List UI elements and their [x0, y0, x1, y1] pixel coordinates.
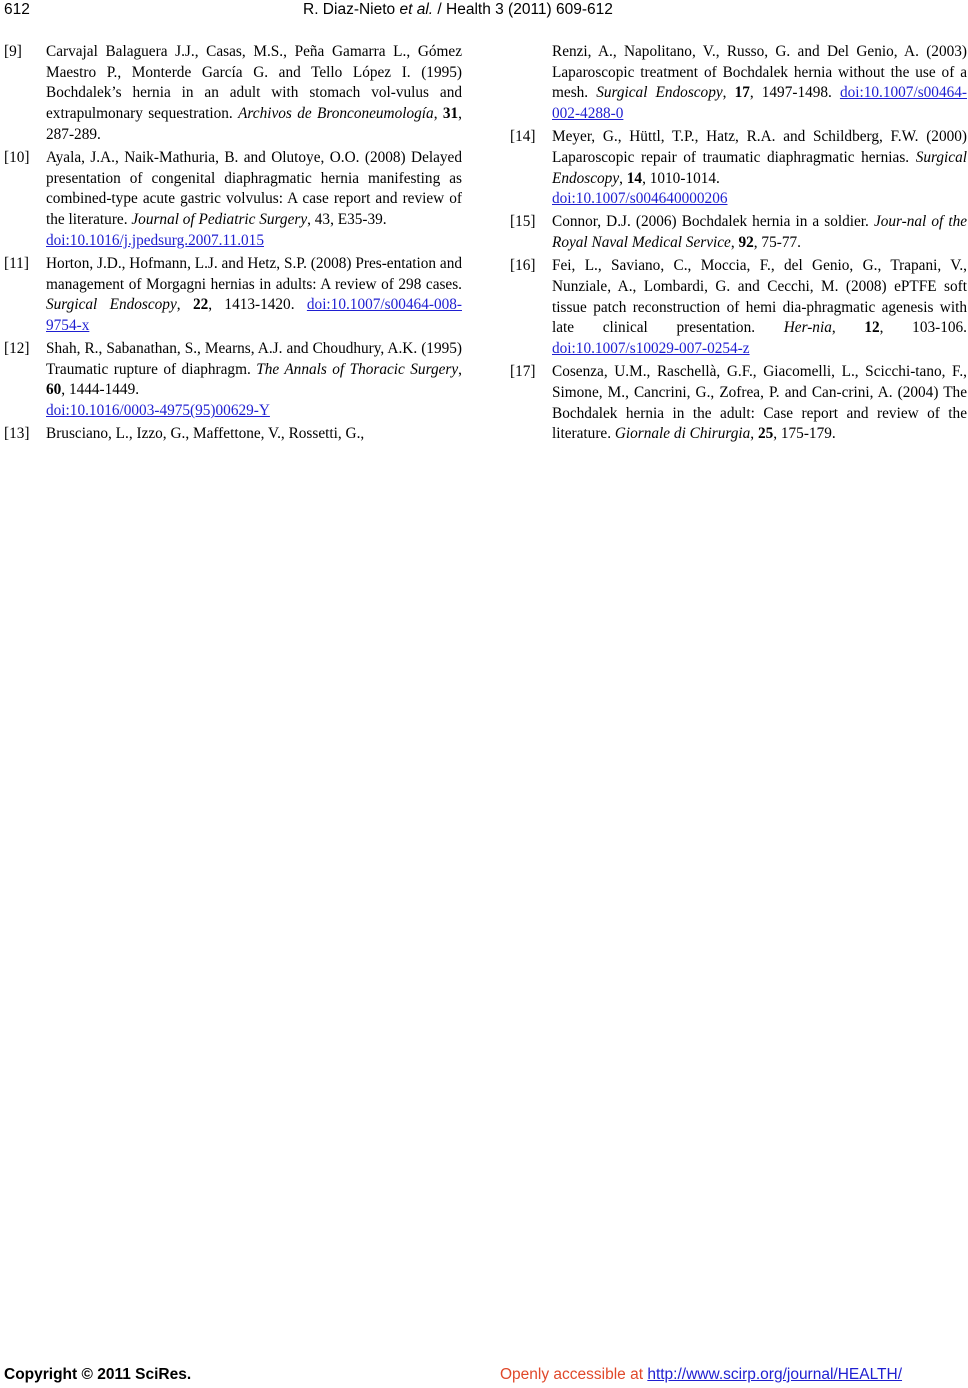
reference-journal: Giornale di Chirurgia: [614, 425, 751, 443]
reference-separator: ,: [307, 211, 315, 229]
reference-pages: , 175-179.: [773, 425, 836, 443]
reference-number: [13]: [4, 425, 30, 443]
page-number: 612: [4, 1, 30, 18]
reference-pages: , 1497-1498.: [749, 84, 840, 102]
references-right-list: [510, 127, 967, 445]
reference-pages: 43, E35-39.: [314, 211, 387, 229]
running-title: [303, 1, 613, 19]
reference-text: [46, 254, 462, 337]
reference-doi-link[interactable]: doi:10.1007/s10029-007-0254-z: [552, 340, 750, 358]
reference-authors: Shah, R., Sabanathan, S., Mearns, A.J. and Choudhury, A.K. (1995) Traumatic rupture of diaphragm.: [46, 340, 462, 378]
reference-authors: Renzi, A., Napolitano, V., Russo, G. and Del Genio, A. (2003) Laparoscopic treatment of Bochdalek hernia without the use of a mesh.: [552, 43, 967, 102]
reference-separator: ,: [750, 425, 758, 443]
reference-volume: 22: [192, 296, 209, 314]
reference-text: [552, 256, 967, 360]
running-title-journal: / Health 3 (2011) 609-612: [433, 1, 613, 18]
reference-item: [4, 42, 462, 146]
reference-item: [4, 254, 462, 337]
reference-doi-link[interactable]: doi:10.1016/0003-4975(95)00629-Y: [46, 402, 270, 420]
reference-authors: Carvajal Balaguera J.J., Casas, M.S., Peña Gamarra L., Gómez Maestro P., Monterde García G. and Tello López I. (1995) Bochdalek’s hernia in an adult with stomach vol-vulus and extrapulmonary sequestration.: [46, 43, 462, 123]
reference-item: [510, 362, 967, 445]
reference-journal: Surgical Endoscopy: [596, 84, 723, 102]
copyright-notice: Copyright © 2011 SciRes.: [4, 1366, 192, 1383]
reference-authors: Connor, D.J. (2006) Bochdalek hernia in a soldier.: [552, 213, 874, 231]
reference-text: [46, 339, 462, 422]
reference-text: [552, 127, 967, 210]
reference-text: [46, 148, 462, 252]
reference-text: [46, 42, 462, 146]
running-title-authors: R. Diaz-Nieto: [303, 1, 396, 18]
reference-doi-link[interactable]: doi:10.1007/s00464-002-4288-0: [552, 84, 967, 123]
reference-separator: ,: [730, 234, 739, 252]
reference-item: [4, 424, 462, 445]
reference-volume: 17: [734, 84, 750, 102]
reference-number: [15]: [510, 213, 536, 231]
reference-authors: Meyer, G., Hüttl, T.P., Hatz, R.A. and Schildberg, F.W. (2000) Laparoscopic repair of traumatic diaphragmatic hernias.: [552, 128, 967, 166]
reference-separator: ,: [176, 296, 193, 314]
page-footer: [0, 1366, 968, 1388]
reference-authors: Cosenza, U.M., Raschellà, G.F., Giacomelli, L., Scicchi-tano, F., Simone, M., Cancrini, G., Zofrea, P. and Can-crini, A. (2004) The Bochdalek hernia in the adult: Case report and review of the literature.: [552, 363, 967, 443]
reference-journal: Journal of Pediatric Surgery: [131, 211, 308, 229]
running-head: [0, 0, 968, 22]
reference-authors: Horton, J.D., Hofmann, L.J. and Hetz, S.P. (2008) Pres-entation and management of Morgagni hernias in adults: A review of 298 cases.: [46, 254, 462, 293]
reference-separator: ,: [722, 84, 735, 102]
reference-volume: 25: [757, 425, 774, 443]
reference-item: [510, 256, 967, 360]
reference-pages: , 1444-1449.: [61, 381, 140, 399]
reference-pages: , 103-106.: [879, 319, 967, 337]
reference-journal: The Annals of Thoracic Surgery: [256, 360, 459, 378]
reference-volume: 60: [46, 381, 62, 399]
open-access-label: Openly accessible at: [500, 1366, 648, 1383]
reference-separator: ,: [831, 319, 865, 337]
reference-volume: 92: [738, 234, 754, 252]
reference-item: [4, 339, 462, 422]
reference-number: [12]: [4, 340, 30, 358]
reference-journal: Her-nia: [783, 319, 832, 337]
reference-journal: Archivos de Bronconeumología: [238, 105, 434, 123]
reference-volume: 14: [626, 169, 643, 187]
reference-item: [510, 127, 967, 210]
reference-authors: Fei, L., Saviano, C., Moccia, F., del Genio, G., Trapani, V., Nunziale, A., Lombardi, G. and Cecchi, M. (2008) ePTFE soft tissue patch reconstruction of hemi dia-phragmatic agenesis with late clinical presentation.: [552, 257, 967, 337]
reference-number: [14]: [510, 128, 536, 146]
reference-doi-link[interactable]: doi:10.1007/s00464-008-9754-x: [46, 296, 462, 334]
reference-number: [16]: [510, 257, 536, 275]
reference-authors: Brusciano, L., Izzo, G., Maffettone, V., Rossetti, G.,: [46, 425, 365, 443]
reference-separator: ,: [619, 169, 627, 187]
reference-doi-link[interactable]: doi:10.1016/j.jpedsurg.2007.11.015: [46, 231, 264, 249]
reference-number: [17]: [510, 363, 536, 381]
reference-separator: ,: [433, 105, 443, 123]
open-access-notice: [500, 1366, 902, 1384]
reference-item: [4, 148, 462, 252]
reference-volume: 12: [864, 319, 880, 337]
reference-text: [552, 362, 967, 445]
reference-continuation: [510, 42, 967, 125]
reference-volume: 31: [442, 105, 459, 123]
reference-pages: , 1413-1420.: [208, 296, 307, 314]
reference-authors: Ayala, J.A., Naik-Mathuria, B. and Olutoye, O.O. (2008) Delayed presentation of congenital diaphragmatic hernia manifesting as combined-type acute gastric volvulus: A case report and review of the literature.: [46, 148, 462, 229]
reference-doi-link[interactable]: doi:10.1007/s004640000206: [552, 190, 728, 208]
reference-item: [510, 212, 967, 253]
reference-journal: Surgical Endoscopy: [46, 296, 177, 314]
reference-number: [10]: [4, 148, 30, 166]
running-title-etal: et al.: [399, 1, 434, 18]
reference-text: [46, 424, 462, 445]
reference-separator: ,: [458, 360, 462, 378]
reference-journal: Surgical Endoscopy: [552, 148, 967, 187]
reference-text: [552, 212, 967, 253]
reference-pages: , 1010-1014.: [642, 169, 720, 187]
references-right-column: [510, 42, 967, 447]
references-left-column: [4, 42, 462, 447]
reference-number: [11]: [4, 254, 29, 272]
reference-number: [9]: [4, 43, 22, 60]
reference-journal: Jour-nal of the Royal Naval Medical Service: [552, 213, 968, 252]
reference-pages: , 75-77.: [753, 234, 801, 252]
journal-url-link[interactable]: http://www.scirp.org/journal/HEALTH/: [647, 1366, 903, 1383]
reference-pages: , 287-289.: [46, 105, 462, 143]
